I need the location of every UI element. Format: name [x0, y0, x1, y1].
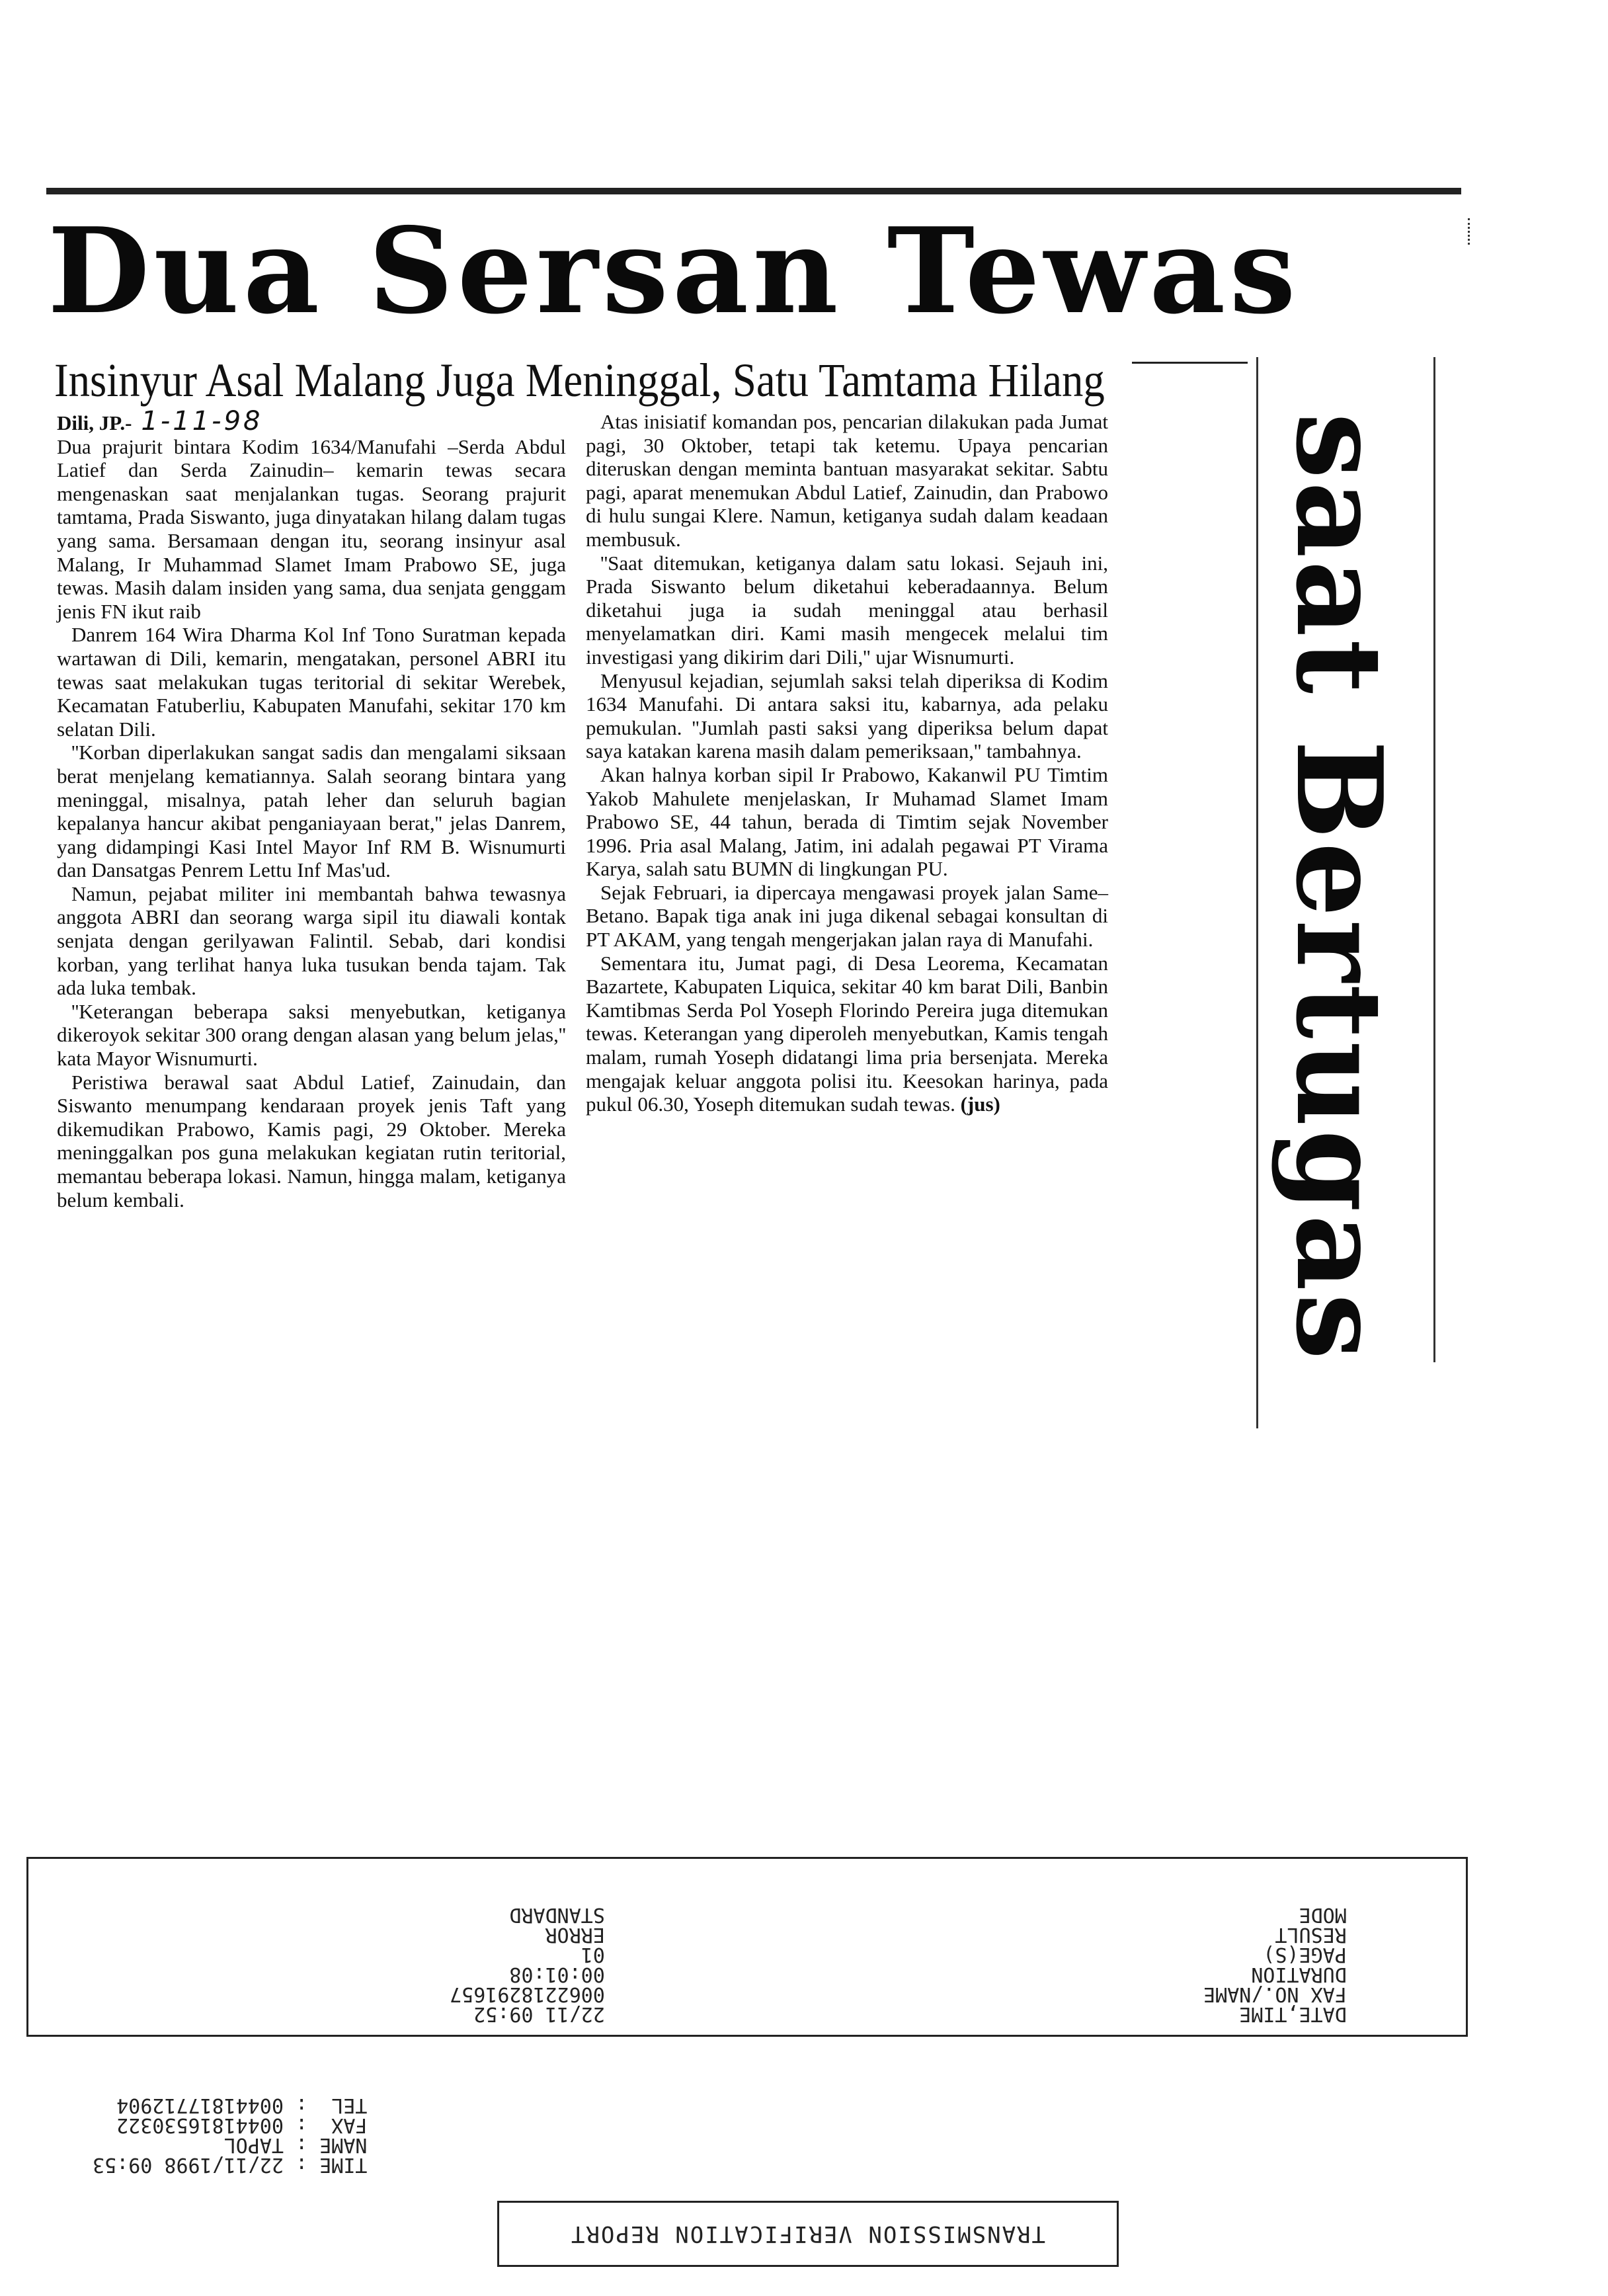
paragraph-text: Sementara itu, Jumat pagi, di Desa Leorema, Kecamatan Bazartete, Kabupaten Liquica, sekitar 40 km barat Dili, Banbin Kamtibmas Serda Pol Yoseph Florindo Pereira juga ditemukan tewas. Keterangan yang diperoleh menyebutkan, Kamis tengah malam, rumah Yoseph didatangi lima pria bersenjata. Mereka mengajak keluar anggota polisi itu. Keesokan harinya, pada pukul 06.30, Yoseph ditemukan sudah tewas.: [586, 951, 1108, 1116]
paragraph: Akan halnya korban sipil Ir Prabowo, Kakanwil PU Timtim Yakob Mahulete menjelaskan, Ir Muhamad Slamet Imam Prabowo SE, 44 tahun, berada di Timtim sejak November 1996. Pria asal Malang, Jatim, ini adalah pegawai PT Virama Karya, salah satu BUMN di lingkungan PU.: [586, 762, 1108, 881]
dateline: Dili, JP.-: [57, 411, 132, 434]
paragraph: Menyusul kejadian, sejumlah saksi telah diperiksa di Kodim 1634 Manufahi. Di antara saksi itu, kabarnya, ada pelaku pemukulan. ''Jumlah pasti saksi yang diperiksa belum dapat saya katakan karena masih dalam pemeriksaan,'' tambahnya.: [586, 669, 1108, 763]
headline: Dua Sersan Tewas: [48, 202, 1300, 340]
paragraph: Namun, pejabat militer ini membantah bahwa tewasnya anggota ABRI dan seorang warga sipil itu diawali kontak senjata dengan gerilyawan Falintil. Sebab, dari kondisi korban, yang terlihat hanya luka tusukan benda tajam. Tak ada luka tembak.: [57, 882, 566, 1000]
fax-header-info: TIME : 22/11/1998 09:53 NAME : TAPOL FAX : 00441816530322 TEL : 00441817712904: [93, 2094, 368, 2176]
side-headline-box: [1263, 367, 1415, 1409]
handwritten-date: 1-11-98: [141, 406, 263, 436]
article-column-2: [586, 410, 1108, 1116]
fax-field-values: 22/11 09:52 0062218291657 00:01:08 01 ERROR STANDARD: [450, 1903, 605, 2026]
paragraph-last: [586, 952, 1108, 1116]
report-title: TRANSMISSION VERIFICATION REPORT: [570, 2221, 1046, 2247]
report-title-box: [497, 2201, 1119, 2267]
subheadline-rule: [1132, 362, 1248, 364]
paragraph: Atas inisiatif komandan pos, pencarian dilakukan pada Jumat pagi, 30 Oktober, tetapi tak ketemu. Upaya pencarian diteruskan dengan meminta bantuan masyarakat sekitar. Sabtu pagi, aparat menemukan Abdul Latief, Zainudin, dan Prabowo di hulu sungai Klere. Namun, ketiganya sudah dalam keadaan membusuk.: [586, 410, 1108, 551]
article-column-1: [57, 406, 566, 1211]
paragraph: ''Korban diperlakukan sangat sadis dan mengalami siksaan berat menjelang kematiannya. Salah seorang bintara yang meninggal, misalnya, patah leher dan seluruh bagian kepalanya hancur akibat penganiayaan berat,'' jelas Danrem, yang didampingi Kasi Intel Mayor Inf RM B. Wisnumurti dan Dansatgas Penrem Lettu Inf Mas'ud.: [57, 741, 566, 882]
dateline-line: [57, 406, 566, 436]
paragraph: Dua prajurit bintara Kodim 1634/Manufahi –Serda Abdul Latief dan Serda Zainudin– kemarin tewas secara mengenaskan saat menjalankan tugas. Seorang prajurit tamtama, Prada Siswanto, juga dinyatakan hilang dalam tugas yang sama. Bersamaan dengan itu, seorang insinyur asal Malang, Ir Muhammad Slamet Imam Prabowo SE, juga tewas. Masih dalam insiden yang sama, dua senjata genggam jenis FN ikut raib: [57, 434, 566, 623]
side-headline: saat Bertugas: [1270, 413, 1408, 1363]
paragraph: Danrem 164 Wira Dharma Kol Inf Tono Suratman kepada wartawan di Dili, kemarin, mengatakan, personel ABRI itu tewas saat melakukan tugas teritorial di sekitar Werebek, Kecamatan Fatuberliu, Kabupaten Manufahi, sekitar 170 km selatan Dili.: [57, 623, 566, 741]
side-divider-right: [1433, 357, 1435, 1362]
paragraph: ''Saat ditemukan, ketiganya dalam satu lokasi. Sejauh ini, Prada Siswanto belum diketahui keberadaannya. Belum diketahui juga ia sudah meninggal atau berhasil menyelamatkan diri. Kami masih mengecek melalui tim investigasi yang dikirim dari Dili,'' ujar Wisnumurti.: [586, 551, 1108, 669]
paragraph: Sejak Februari, ia dipercaya mengawasi proyek jalan Same–Betano. Bapak tiga anak ini juga dikenal sebagai konsultan di PT AKAM, yang tengah mengerjakan jalan raya di Manufahi.: [586, 880, 1108, 952]
paragraph: Peristiwa berawal saat Abdul Latief, Zainudain, dan Siswanto menumpang kendaraan proyek jenis Taft yang dikemudikan Prabowo, Kamis pagi, 29 Oktober. Mereka meninggalkan pos guna melakukan kegiatan rutin teritorial, memantau beberapa lokasi. Namun, hingga malam, ketiganya belum kembali.: [57, 1070, 566, 1211]
paragraph: ''Keterangan beberapa saksi menyebutkan, ketiganya dikeroyok sekitar 300 orang dengan alasan yang belum jelas,'' kata Mayor Wisnumurti.: [57, 999, 566, 1071]
top-rule: [46, 188, 1461, 194]
subheadline: Insinyur Asal Malang Juga Meninggal, Satu Tamtama Hilang: [54, 354, 1105, 407]
side-divider-left: [1256, 357, 1258, 1428]
fax-field-labels: DATE,TIME FAX NO./NAME DURATION PAGE(S) RESULT MODE: [1203, 1903, 1347, 2026]
author-signature: (jus): [960, 1092, 1000, 1116]
